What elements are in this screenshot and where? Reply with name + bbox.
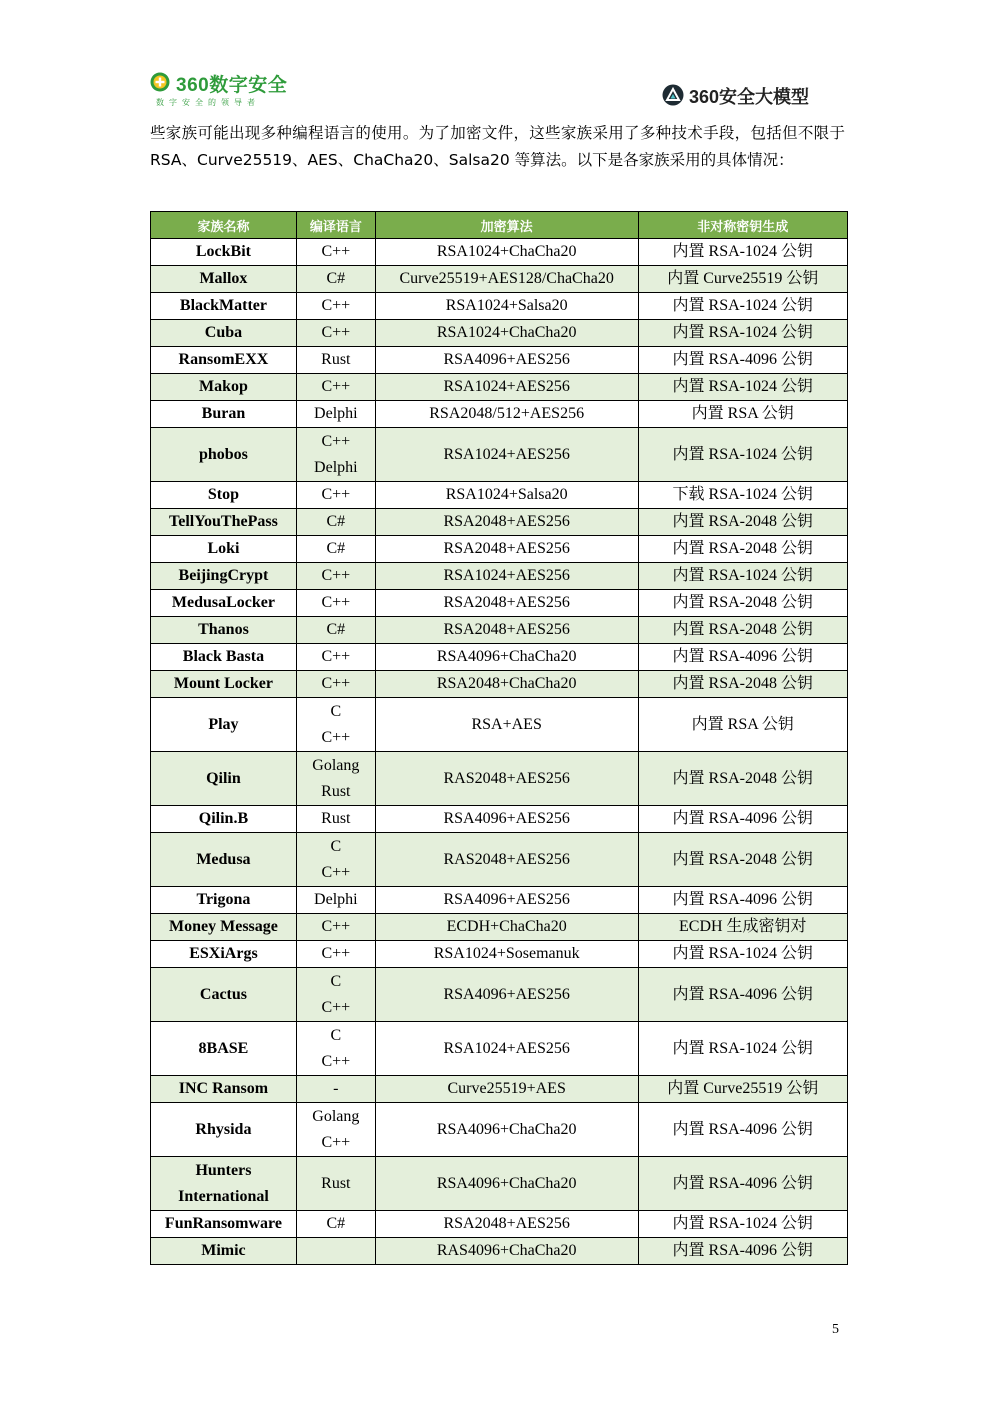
cell-key-generation: 内置 RSA-1024 公钥	[638, 1022, 847, 1076]
cell-algorithm: ECDH+ChaCha20	[375, 914, 638, 941]
cell-key-generation: 内置 RSA-1024 公钥	[638, 563, 847, 590]
cell-line: C++	[321, 324, 351, 341]
cell-language	[296, 644, 375, 671]
cell-algorithm: RSA1024+Salsa20	[375, 482, 638, 509]
cell-key-generation: 内置 RSA-2048 公钥	[638, 509, 847, 536]
table-row	[151, 1238, 848, 1265]
cell-language	[296, 320, 375, 347]
cell-family	[151, 590, 297, 617]
cell-line: C++	[321, 945, 351, 962]
cell-line: Delphi	[314, 458, 358, 476]
cell-algorithm: RSA2048+AES256	[375, 617, 638, 644]
cell-key-generation: 内置 RSA-2048 公钥	[638, 536, 847, 563]
cell-family	[151, 1076, 297, 1103]
cell-language	[296, 806, 375, 833]
cell-key-generation: 内置 RSA-4096 公钥	[638, 347, 847, 374]
cell-line: Stop	[207, 486, 239, 503]
table-row	[151, 401, 848, 428]
cell-family	[151, 563, 297, 590]
cell-family	[151, 347, 297, 374]
cell-algorithm: RSA2048+ChaCha20	[375, 671, 638, 698]
cell-algorithm: RSA1024+ChaCha20	[375, 239, 638, 266]
cell-language	[296, 1238, 375, 1265]
cell-family	[151, 266, 297, 293]
cell-key-generation: 内置 RSA 公钥	[638, 401, 847, 428]
cell-key-generation: 内置 RSA-2048 公钥	[638, 752, 847, 806]
cell-algorithm: Curve25519+AES	[375, 1076, 638, 1103]
cell-line: C++	[321, 486, 351, 503]
cell-algorithm: Curve25519+AES128/ChaCha20	[375, 266, 638, 293]
cell-line: Trigona	[196, 891, 251, 908]
cell-line: C++	[321, 297, 351, 314]
cell-algorithm: RSA4096+ChaCha20	[375, 1157, 638, 1211]
cell-line: ESXiArgs	[189, 945, 258, 962]
cell-language	[296, 482, 375, 509]
cell-line: C#	[326, 1215, 346, 1232]
cell-key-generation: 内置 RSA-4096 公钥	[638, 968, 847, 1022]
cell-algorithm: RSA1024+ChaCha20	[375, 320, 638, 347]
cell-language	[296, 293, 375, 320]
cell-language	[296, 374, 375, 401]
cell-language	[296, 347, 375, 374]
table-row	[151, 1157, 848, 1211]
cell-line: Cuba	[204, 324, 243, 341]
cell-line: Rhysida	[195, 1120, 252, 1138]
column-header-language: 编译语言	[296, 212, 375, 239]
cell-line: Hunters	[195, 1161, 252, 1179]
table-row	[151, 806, 848, 833]
cell-language	[296, 590, 375, 617]
cell-line: RansomEXX	[178, 351, 269, 368]
table-row	[151, 590, 848, 617]
cell-language	[296, 887, 375, 914]
table-row	[151, 941, 848, 968]
cell-key-generation: 内置 RSA-1024 公钥	[638, 293, 847, 320]
cell-language	[296, 1211, 375, 1238]
cell-algorithm: RSA2048+AES256	[375, 536, 638, 563]
cell-key-generation: 内置 RSA-1024 公钥	[638, 1211, 847, 1238]
table-row	[151, 1211, 848, 1238]
cell-algorithm: RSA2048+AES256	[375, 1211, 638, 1238]
cell-language	[296, 833, 375, 887]
cell-family	[151, 644, 297, 671]
brand-logo-360-digital-security	[150, 70, 310, 110]
cell-language	[296, 671, 375, 698]
cell-key-generation: ECDH 生成密钥对	[638, 914, 847, 941]
cell-language	[296, 914, 375, 941]
cell-line: C++	[321, 594, 351, 611]
cell-algorithm: RSA4096+ChaCha20	[375, 1103, 638, 1157]
cell-line: MedusaLocker	[171, 594, 275, 611]
cell-algorithm: RSA1024+AES256	[375, 374, 638, 401]
cell-family	[151, 1022, 297, 1076]
cell-algorithm: RSA4096+AES256	[375, 347, 638, 374]
table-row	[151, 428, 848, 482]
cell-language	[296, 536, 375, 563]
cell-key-generation: 内置 RSA-2048 公钥	[638, 617, 847, 644]
cell-line: C++	[321, 1052, 351, 1070]
cell-line: Mimic	[201, 1242, 246, 1259]
cell-line: C++	[321, 1133, 351, 1151]
table-row	[151, 752, 848, 806]
cell-line: C++	[321, 432, 351, 450]
cell-language	[296, 563, 375, 590]
cell-key-generation: 内置 RSA-2048 公钥	[638, 833, 847, 887]
table-row	[151, 347, 848, 374]
cell-key-generation: 内置 RSA-4096 公钥	[638, 1103, 847, 1157]
cell-line: Loki	[207, 540, 240, 557]
cell-algorithm: RAS2048+AES256	[375, 752, 638, 806]
cell-algorithm: RSA4096+AES256	[375, 806, 638, 833]
cell-line: C++	[321, 863, 351, 881]
cell-line: Medusa	[196, 850, 251, 868]
cell-line: Rust	[321, 782, 351, 800]
table-row	[151, 509, 848, 536]
cell-key-generation: 内置 RSA-1024 公钥	[638, 374, 847, 401]
cell-algorithm: RSA1024+Sosemanuk	[375, 941, 638, 968]
cell-line: Thanos	[198, 621, 249, 638]
cell-algorithm: RAS2048+AES256	[375, 833, 638, 887]
cell-line: Money Message	[169, 918, 278, 935]
cell-key-generation: 内置 RSA-4096 公钥	[638, 887, 847, 914]
cell-family	[151, 914, 297, 941]
cell-line: C#	[326, 513, 346, 530]
cell-line: phobos	[198, 445, 248, 463]
table-row	[151, 968, 848, 1022]
cell-line: Mount Locker	[173, 675, 273, 692]
cell-language	[296, 401, 375, 428]
cell-algorithm: RSA1024+Salsa20	[375, 293, 638, 320]
cell-algorithm: RSA2048+AES256	[375, 590, 638, 617]
page-header	[0, 0, 992, 115]
table-row	[151, 482, 848, 509]
table-row	[151, 644, 848, 671]
table-row	[151, 617, 848, 644]
table-row	[151, 374, 848, 401]
cell-family	[151, 428, 297, 482]
cell-language	[296, 509, 375, 536]
cell-family	[151, 806, 297, 833]
cell-key-generation: 内置 RSA-4096 公钥	[638, 806, 847, 833]
cell-family	[151, 536, 297, 563]
cell-algorithm: RAS4096+ChaCha20	[375, 1238, 638, 1265]
cell-family	[151, 374, 297, 401]
cell-family	[151, 968, 297, 1022]
cell-line: Qilin.B	[198, 810, 249, 827]
cell-line: C++	[321, 648, 351, 665]
plus-badge-icon	[150, 72, 170, 92]
cell-line: FunRansomware	[164, 1215, 282, 1232]
table-row	[151, 887, 848, 914]
cell-line: Cactus	[199, 985, 247, 1003]
cell-line: INC Ransom	[178, 1080, 269, 1097]
cell-line: C++	[321, 567, 351, 584]
right-brand-name: 360安全大模型	[689, 87, 810, 107]
cell-key-generation: 内置 RSA-4096 公钥	[638, 1238, 847, 1265]
table-row	[151, 563, 848, 590]
cell-line: C	[330, 837, 342, 855]
cell-language	[296, 617, 375, 644]
cell-line: C++	[321, 675, 351, 692]
cell-line: Makop	[198, 378, 248, 395]
cell-line: C	[330, 702, 342, 720]
cell-line: C++	[321, 378, 351, 395]
cell-language	[296, 428, 375, 482]
cell-language	[296, 1076, 375, 1103]
cell-line: BeijingCrypt	[178, 567, 269, 584]
cell-line: Golang	[312, 756, 360, 774]
cell-line: Mallox	[199, 270, 248, 287]
cell-algorithm: RSA1024+AES256	[375, 1022, 638, 1076]
cell-language	[296, 1103, 375, 1157]
cell-family	[151, 887, 297, 914]
cell-family	[151, 671, 297, 698]
cell-key-generation: 下载 RSA-1024 公钥	[638, 482, 847, 509]
triangle-logo-icon	[662, 84, 684, 106]
cell-language	[296, 1157, 375, 1211]
left-brand-name: 360数字安全	[176, 75, 288, 96]
cell-line: Delphi	[314, 405, 358, 422]
cell-key-generation: 内置 RSA-4096 公钥	[638, 644, 847, 671]
cell-language	[296, 266, 375, 293]
cell-family	[151, 293, 297, 320]
cell-key-generation: 内置 RSA-2048 公钥	[638, 590, 847, 617]
brand-logo-360-ai-model	[662, 83, 842, 109]
table-row	[151, 239, 848, 266]
cell-line: C#	[326, 270, 346, 287]
cell-family	[151, 1211, 297, 1238]
table-row	[151, 833, 848, 887]
cell-language	[296, 752, 375, 806]
cell-key-generation: 内置 Curve25519 公钥	[638, 1076, 847, 1103]
cell-line: C++	[321, 243, 351, 260]
table-row	[151, 1103, 848, 1157]
column-header-key-generation: 非对称密钥生成	[638, 212, 847, 239]
cell-algorithm: RSA+AES	[375, 698, 638, 752]
cell-family	[151, 752, 297, 806]
cell-key-generation: 内置 RSA 公钥	[638, 698, 847, 752]
cell-key-generation: 内置 RSA-4096 公钥	[638, 1157, 847, 1211]
ransomware-encryption-table	[150, 211, 848, 1265]
cell-family	[151, 941, 297, 968]
cell-line: C++	[321, 728, 351, 746]
cell-line: Black Basta	[182, 648, 265, 665]
cell-line: Golang	[312, 1107, 360, 1125]
cell-line: Buran	[201, 405, 246, 422]
cell-family	[151, 833, 297, 887]
cell-line: Rust	[321, 1174, 351, 1192]
cell-family	[151, 698, 297, 752]
table-row	[151, 266, 848, 293]
cell-algorithm: RSA1024+AES256	[375, 563, 638, 590]
page-number: 5	[832, 1322, 839, 1337]
cell-family	[151, 482, 297, 509]
table-body	[151, 239, 848, 1265]
cell-line: C	[330, 972, 342, 990]
cell-family	[151, 1157, 297, 1211]
table-row	[151, 671, 848, 698]
cell-language	[296, 698, 375, 752]
cell-algorithm: RSA4096+AES256	[375, 887, 638, 914]
table-row	[151, 536, 848, 563]
cell-line: C#	[326, 540, 346, 557]
table-row	[151, 914, 848, 941]
table-row	[151, 293, 848, 320]
cell-family	[151, 617, 297, 644]
cell-algorithm: RSA1024+AES256	[375, 428, 638, 482]
table-row	[151, 698, 848, 752]
table-header-row	[151, 212, 848, 239]
cell-line: -	[333, 1080, 339, 1097]
cell-key-generation: 内置 Curve25519 公钥	[638, 266, 847, 293]
cell-key-generation: 内置 RSA-1024 公钥	[638, 941, 847, 968]
cell-line: BlackMatter	[179, 297, 267, 314]
cell-key-generation: 内置 RSA-1024 公钥	[638, 428, 847, 482]
cell-line: C++	[321, 918, 351, 935]
cell-line: C++	[321, 998, 351, 1016]
cell-algorithm: RSA4096+ChaCha20	[375, 644, 638, 671]
cell-line: International	[178, 1187, 269, 1205]
cell-language	[296, 1022, 375, 1076]
cell-language	[296, 941, 375, 968]
table-row	[151, 1076, 848, 1103]
cell-line: C	[330, 1026, 342, 1044]
column-header-algorithm: 加密算法	[375, 212, 638, 239]
cell-line: Rust	[321, 810, 351, 827]
cell-key-generation: 内置 RSA-1024 公钥	[638, 320, 847, 347]
table-row	[151, 320, 848, 347]
cell-key-generation: 内置 RSA-1024 公钥	[638, 239, 847, 266]
cell-line: C#	[326, 621, 346, 638]
intro-paragraph: 些家族可能出现多种编程语言的使用。为了加密文件，这些家族采用了多种技术手段，包括但不限于 RSA、Curve25519、AES、ChaCha20、Salsa20 等算法。以下是各家族采用的具体情况：	[150, 124, 845, 169]
cell-language	[296, 968, 375, 1022]
cell-line: Delphi	[314, 891, 358, 908]
cell-family	[151, 509, 297, 536]
left-brand-slogan: 数字安全的领导者	[156, 98, 260, 107]
cell-line: Play	[208, 715, 239, 733]
cell-language	[296, 239, 375, 266]
cell-family	[151, 239, 297, 266]
cell-line: Rust	[321, 351, 351, 368]
cell-line: TellYouThePass	[169, 513, 278, 530]
cell-algorithm: RSA4096+AES256	[375, 968, 638, 1022]
cell-line: Qilin	[206, 769, 241, 787]
cell-family	[151, 1103, 297, 1157]
table-row	[151, 1022, 848, 1076]
cell-family	[151, 320, 297, 347]
cell-key-generation: 内置 RSA-2048 公钥	[638, 671, 847, 698]
cell-line: LockBit	[195, 243, 251, 260]
cell-family	[151, 1238, 297, 1265]
column-header-family: 家族名称	[151, 212, 297, 239]
cell-algorithm: RSA2048/512+AES256	[375, 401, 638, 428]
cell-algorithm: RSA2048+AES256	[375, 509, 638, 536]
cell-line: 8BASE	[198, 1039, 249, 1057]
cell-family	[151, 401, 297, 428]
